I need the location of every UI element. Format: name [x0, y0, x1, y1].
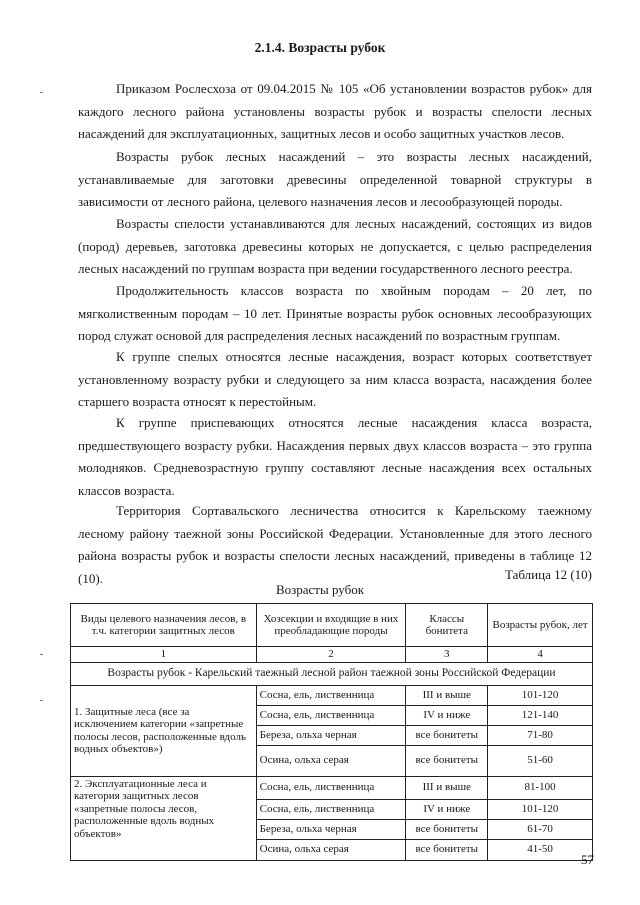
column-number: 2 [256, 647, 406, 663]
table-caption: Возрасты рубок [275, 582, 365, 597]
category-cell: 1. Защитные леса (все за исключением категории «запретные полосы лесов, расположенные вдоль водных объектов») [71, 685, 257, 776]
table-number-label: Таблица 12 (10) [504, 567, 592, 582]
bonitet-cell: все бонитеты [406, 839, 488, 860]
column-number: 3 [406, 647, 488, 663]
paragraph-1: Приказом Рослесхоза от 09.04.2015 № 105 «Об установлении возрастов рубок» для каждого лесного района установлены возрасты рубок и возрасты спелости лесных насаждений для эксплуатационных, защитных лесов и особо защитных участков лесов. [78, 81, 592, 142]
table-row [71, 685, 593, 705]
species-cell: Сосна, ель, лиственница [256, 685, 406, 705]
column-number: 4 [488, 647, 593, 663]
species-cell: Сосна, ель, лиственница [256, 705, 406, 725]
scan-mark [40, 700, 43, 701]
paragraph-2: Возрасты рубок лесных насаждений – это возрасты лесных насаждений, устанавливаемые для заготовки древесины определенной товарной структуры в зависимости от лесного района, целевого назначения лесов и лесообразующей породы. [78, 149, 592, 210]
paragraph-7: Территория Сортавальского лесничества относится к Карельскому таежному лесному району таежной зоны Российской Федерации. Установленные для этого лесного района возрасты рубок и возрасты спелости лесных насаждений, приведены в таблице 12 (10). [78, 503, 592, 586]
region-cell: Возрасты рубок - Карельский таежный лесной район таежной зоны Российской Федерации [71, 662, 593, 685]
bonitet-cell: все бонитеты [406, 745, 488, 776]
header-purpose: Виды целевого назначения лесов, в т.ч. категории защитных лесов [71, 604, 257, 647]
species-cell: Осина, ольха серая [256, 745, 406, 776]
paragraph-3: Возрасты спелости устанавливаются для лесных насаждений, состоящих из видов (пород) деревьев, заготовка древесины которых не допускается, с целью распределения лесных насаждений по группам возраста при ведении государственного лесного реестра. [78, 216, 592, 277]
category-cell: 2. Эксплуатационные леса и категория защитных лесов «запретные полосы лесов, расположенные вдоль водных объектов» [71, 776, 257, 860]
species-cell: Береза, ольха черная [256, 725, 406, 745]
section-heading: 2.1.4. Возрасты рубок [254, 40, 386, 55]
age-cell: 71-80 [488, 725, 593, 745]
header-bonitet: Классы бонитета [406, 604, 488, 647]
bonitet-cell: IV и ниже [406, 705, 488, 725]
column-number-row [71, 647, 593, 663]
region-row [71, 662, 593, 685]
scan-mark [40, 654, 43, 655]
table-header-row [71, 604, 593, 647]
header-age: Возрасты рубок, лет [488, 604, 593, 647]
age-cell: 121-140 [488, 705, 593, 725]
species-cell: Сосна, ель, лиственница [256, 776, 406, 799]
species-cell: Осина, ольха серая [256, 839, 406, 860]
bonitet-cell: все бонитеты [406, 725, 488, 745]
age-cell: 101-120 [488, 685, 593, 705]
paragraph-4: Продолжительность классов возраста по хвойным породам – 20 лет, по мягколиственным породам – 10 лет. Принятые возрасты рубок основных лесообразующих пород служат основой для распределения лесных насаждений по возрастным группам. [78, 283, 592, 344]
cutting-age-table [70, 603, 593, 861]
species-cell: Береза, ольха черная [256, 819, 406, 839]
species-cell: Сосна, ель, лиственница [256, 799, 406, 819]
age-cell: 81-100 [488, 776, 593, 799]
age-cell: 41-50 [488, 839, 593, 860]
header-species: Хозсекции и входящие в них преобладающие породы [256, 604, 406, 647]
bonitet-cell: все бонитеты [406, 819, 488, 839]
age-cell: 61-70 [488, 819, 593, 839]
paragraph-5: К группе спелых относятся лесные насаждения, возраст которых соответствует установленному возрасту рубки и следующего за ним класса возраста, насаждения более старшего возраста относят к перестойным. [78, 349, 592, 410]
table-row [71, 776, 593, 799]
bonitet-cell: III и выше [406, 685, 488, 705]
page-number: 57 [581, 852, 594, 867]
age-cell: 51-60 [488, 745, 593, 776]
bonitet-cell: IV и ниже [406, 799, 488, 819]
bonitet-cell: III и выше [406, 776, 488, 799]
paragraph-6: К группе приспевающих относятся лесные насаждения класса возраста, предшествующего возрасту рубки. Насаждения первых двух классов возраста – это группа молодняков. Средневозрастную группу составляют лесные насаждения всех остальных классов возраста. [78, 415, 592, 498]
age-cell: 101-120 [488, 799, 593, 819]
column-number: 1 [71, 647, 257, 663]
scan-mark [40, 92, 43, 93]
